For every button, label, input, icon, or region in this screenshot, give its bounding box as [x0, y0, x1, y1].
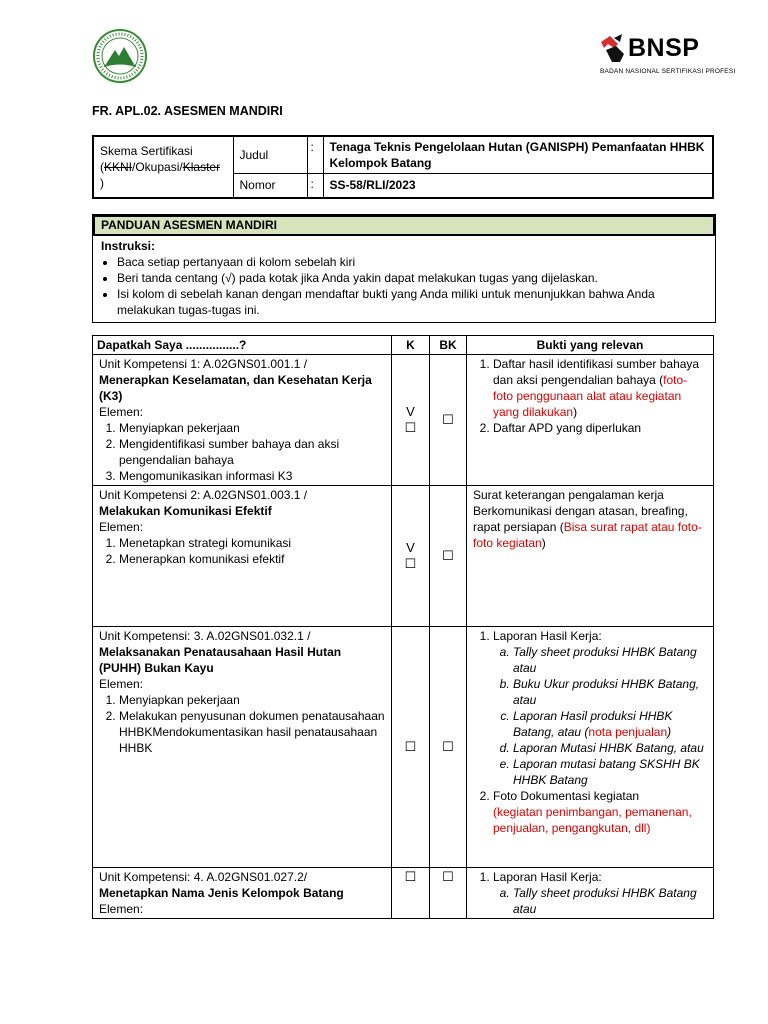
instruksi-item: • Beri tanda centang (√) pada kotak jika Anda yakin dapat melakukan tugas yang dijelaskan. [117, 270, 709, 286]
judul-value: Tenaga Teknis Pengelolaan Hutan (GANISPH) Pemanfaatan HHBK Kelompok Batang [323, 136, 713, 173]
form-title: FR. APL.02. ASESMEN MANDIRI [92, 104, 283, 118]
checkbox-k[interactable]: ☐ [404, 869, 417, 884]
checkbox-bk[interactable]: ☐ [442, 739, 454, 754]
judul-label: Judul [233, 136, 307, 173]
skema-label: Skema Sertifikasi (KKNI/Okupasi/Klaster ) [93, 136, 233, 198]
k-cell[interactable] [392, 627, 430, 868]
instruksi-item: • Baca setiap pertanyaan di kolom sebelah kiri [117, 254, 709, 270]
unit-cell: Unit Kompetensi: 3. A.02GNS01.032.1 / Melaksanakan Penatausahaan Hasil Hutan (PUHH) Bukan Kayu Elemen: 1. Menyiapkan pekerjaan 2. Melakukan penyusunan dokumen penatausahaan HHBKMendokumentasikan hasil penatausahaan HHBK [93, 627, 392, 868]
table-row [93, 868, 714, 919]
table-row [93, 486, 714, 627]
bukti-cell: 1. Laporan Hasil Kerja: a. Tally sheet produksi HHBK Batang atau b. Buku Ukur produksi HHBK Batang, atau c. Laporan Hasil produksi HHBK Batang, atau (nota penjualan) d. Laporan Mutasi HHBK Batang, atau e. Laporan mutasi batang SKSHH BK HHBK Batang 2. Foto Dokumentasi kegiatan (kegiatan penimbangan, pemanenan, penjualan, pengangkutan, dll) [467, 627, 714, 868]
k-cell[interactable] [392, 355, 430, 486]
bk-cell[interactable] [430, 868, 467, 919]
unit-cell: Unit Kompetensi: 4. A.02GNS01.027.2/ Menetapkan Nama Jenis Kelompok Batang Elemen: [93, 868, 392, 919]
unit-cell: Unit Kompetensi 1: A.02GNS01.001.1 / Menerapkan Keselamatan, dan Kesehatan Kerja (K3) Elemen: 1. Menyiapkan pekerjaan 2. Mengidentifikasi sumber bahaya dan aksi pengendalian bahaya 3. Mengomunikasikan informasi K3 [93, 355, 392, 486]
instruksi-list [101, 254, 709, 318]
table-row [93, 627, 714, 868]
lsp-logo [88, 28, 152, 84]
instruksi-item: • Isi kolom di sebelah kanan dengan mendaftar bukti yang Anda miliki untuk menunjukkan bahwa Anda melakukan tugas-tugas ini. [117, 286, 709, 318]
checkbox-bk[interactable]: ☐ [442, 869, 454, 884]
bukti-cell: Surat keterangan pengalaman kerja Berkomunikasi dengan atasan, breafing, rapat persiapan (Bisa surat rapat atau foto-foto kegiatan) [467, 486, 714, 627]
check-mark: V [406, 404, 415, 419]
check-mark: V [406, 540, 415, 555]
panduan-title: PANDUAN ASESMEN MANDIRI [93, 215, 715, 236]
nomor-colon: : [307, 173, 323, 198]
k-cell[interactable] [392, 868, 430, 919]
panduan-box [92, 214, 716, 323]
nomor-label: Nomor [233, 173, 307, 198]
nomor-value: SS-58/RLI/2023 [323, 173, 713, 198]
checkbox-k[interactable]: ☐ [404, 420, 417, 435]
scheme-table [92, 135, 714, 199]
header-bk: BK [430, 336, 467, 355]
bk-cell[interactable] [430, 627, 467, 868]
bukti-cell: 1. Daftar hasil identifikasi sumber bahaya dan aksi pengendalian bahaya (foto-foto penggunaan alat atau kegiatan yang dilakukan) 2. Daftar APD yang diperlukan [467, 355, 714, 486]
unit-cell: Unit Kompetensi 2: A.02GNS01.003.1 / Melakukan Komunikasi Efektif Elemen: 1. Menetapkan strategi komunikasi 2. Menerapkan komunikasi efektif [93, 486, 392, 627]
checkbox-bk[interactable]: ☐ [442, 412, 454, 427]
bk-cell[interactable] [430, 486, 467, 627]
header-question: Dapatkah Saya ................? [93, 336, 392, 355]
checkbox-k[interactable]: ☐ [404, 739, 417, 754]
lsp-mountain-seal-icon [88, 28, 152, 84]
assessment-table [92, 335, 714, 919]
table-row [93, 355, 714, 486]
instruksi-label: Instruksi: [101, 239, 156, 253]
brand-name: BNSP [628, 34, 700, 62]
header-bukti: Bukti yang relevan [467, 336, 714, 355]
bnsp-logo [598, 30, 736, 82]
checkbox-k[interactable]: ☐ [404, 556, 417, 571]
header-k: K [392, 336, 430, 355]
brand-subtitle: BADAN NASIONAL SERTIFIKASI PROFESI [600, 68, 736, 75]
k-cell[interactable] [392, 486, 430, 627]
bukti-cell: 1. Laporan Hasil Kerja: a. Tally sheet produksi HHBK Batang atau [467, 868, 714, 919]
judul-colon: : [307, 136, 323, 173]
bnsp-garuda-icon [598, 32, 628, 66]
checkbox-bk[interactable]: ☐ [442, 548, 454, 563]
bk-cell[interactable] [430, 355, 467, 486]
